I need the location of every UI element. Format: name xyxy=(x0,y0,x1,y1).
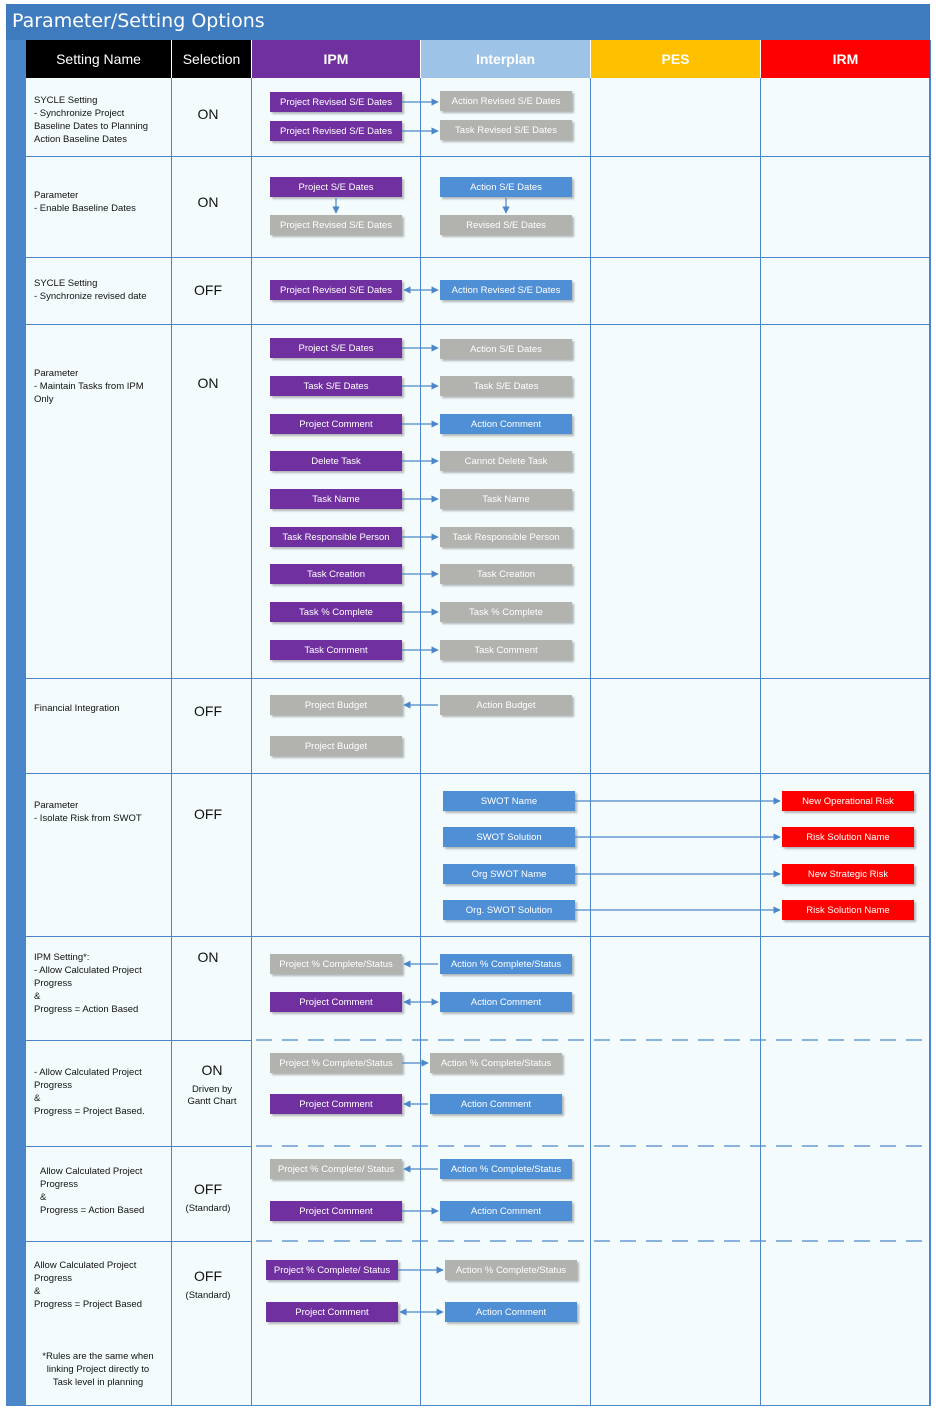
setting-label: Financial Integration xyxy=(34,703,120,714)
flow-box: Action Comment xyxy=(440,1201,572,1221)
flow-box: Task Creation xyxy=(270,564,402,584)
flow-box: Cannot Delete Task xyxy=(440,451,572,471)
setting-label: Parameter - Isolate Risk from SWOT xyxy=(34,800,142,824)
flow-box: Action Comment xyxy=(430,1094,562,1114)
flow-box: Revised S/E Dates xyxy=(440,215,572,235)
flow-box: Action % Complete/Status xyxy=(440,954,572,974)
page-title: Parameter/Setting Options xyxy=(12,10,265,32)
selection-value: ON xyxy=(197,949,219,965)
flow-box: Project Comment xyxy=(270,1201,402,1221)
header-setting-name: Setting Name xyxy=(26,40,171,78)
flow-box: Task Responsible Person xyxy=(270,527,402,547)
setting-label: SYCLE Setting - Synchronize revised date xyxy=(34,278,147,302)
flow-box: Action Revised S/E Dates xyxy=(440,91,572,111)
flow-box: Org. SWOT Solution xyxy=(443,900,575,920)
flow-box: Task Revised S/E Dates xyxy=(440,120,572,140)
flow-box: New Strategic Risk xyxy=(782,864,914,884)
flow-box: Project Comment xyxy=(270,992,402,1012)
selection-value: OFF xyxy=(194,282,222,298)
footnote: *Rules are the same when linking Project directly to Task level in planning xyxy=(42,1351,154,1388)
flow-box: Project Revised S/E Dates xyxy=(270,280,402,300)
flow-box: Project Revised S/E Dates xyxy=(270,121,402,141)
flow-box: Risk Solution Name xyxy=(782,827,914,847)
flow-box: Action Comment xyxy=(440,414,572,434)
flow-box: SWOT Name xyxy=(443,791,575,811)
header-pes: PES xyxy=(591,40,760,78)
selection-value: ON xyxy=(197,106,219,122)
flow-box: Project S/E Dates xyxy=(270,177,402,197)
setting-label: Parameter - Maintain Tasks from IPM Only xyxy=(34,368,144,405)
flow-box: Project Budget xyxy=(270,695,402,715)
selection-value: OFF xyxy=(194,1181,222,1197)
flow-box: Task Creation xyxy=(440,564,572,584)
flow-box: Org SWOT Name xyxy=(443,864,575,884)
selection-note: Driven by Gantt Chart xyxy=(187,1084,237,1107)
header-selection: Selection xyxy=(172,40,251,78)
flow-box: SWOT Solution xyxy=(443,827,575,847)
flow-box: Project Comment xyxy=(266,1302,398,1322)
header-interplan: Interplan xyxy=(421,40,590,78)
flow-box: New Operational Risk xyxy=(782,791,914,811)
header-irm: IRM xyxy=(761,40,930,78)
selection-note: (Standard) xyxy=(185,1203,231,1214)
flow-box: Delete Task xyxy=(270,451,402,471)
flow-box: Task S/E Dates xyxy=(440,376,572,396)
flow-box: Project Revised S/E Dates xyxy=(270,215,402,235)
selection-value: ON xyxy=(197,375,219,391)
flow-box: Project % Complete/Status xyxy=(270,1053,402,1073)
flow-box: Task Comment xyxy=(440,640,572,660)
flow-box: Action S/E Dates xyxy=(440,177,572,197)
flow-box: Task % Complete xyxy=(440,602,572,622)
flow-box: Task Name xyxy=(270,489,402,509)
flow-box: Action Comment xyxy=(445,1302,577,1322)
flow-box: Action % Complete/Status xyxy=(430,1053,562,1073)
setting-label: IPM Setting*: - Allow Calculated Project Progress & Progress = Action Based xyxy=(34,952,142,1015)
flow-box: Action % Complete/Status xyxy=(440,1159,572,1179)
setting-label: Allow Calculated Project Progress & Progress = Project Based xyxy=(34,1260,142,1310)
flow-box: Task Comment xyxy=(270,640,402,660)
flow-box: Project S/E Dates xyxy=(270,338,402,358)
selection-value: OFF xyxy=(194,806,222,822)
flow-box: Project Comment xyxy=(270,414,402,434)
selection-value: ON xyxy=(201,1062,223,1078)
flow-box: Project Comment xyxy=(270,1094,402,1114)
flow-box: Project % Complete/Status xyxy=(270,954,402,974)
flow-box: Project Revised S/E Dates xyxy=(270,92,402,112)
selection-value: ON xyxy=(197,194,219,210)
selection-value: OFF xyxy=(194,703,222,719)
setting-label: Parameter - Enable Baseline Dates xyxy=(34,190,136,214)
flow-box: Task S/E Dates xyxy=(270,376,402,396)
flow-box: Action Budget xyxy=(440,695,572,715)
selection-note: (Standard) xyxy=(185,1290,231,1301)
setting-label: - Allow Calculated Project Progress & Progress = Project Based. xyxy=(34,1067,145,1117)
header-ipm: IPM xyxy=(252,40,420,78)
flow-box: Action % Complete/Status xyxy=(445,1260,577,1280)
selection-value: OFF xyxy=(194,1268,222,1284)
flow-box: Action S/E Dates xyxy=(440,339,572,359)
flow-box: Project % Complete/ Status xyxy=(270,1159,402,1179)
flow-box: Action Revised S/E Dates xyxy=(440,280,572,300)
flow-box: Project % Complete/ Status xyxy=(266,1260,398,1280)
flow-box: Action Comment xyxy=(440,992,572,1012)
setting-label: Allow Calculated Project Progress & Progress = Action Based xyxy=(40,1166,145,1216)
flow-box: Task Responsible Person xyxy=(440,527,572,547)
setting-label: SYCLE Setting - Synchronize Project Baseline Dates to Planning Action Baseline Dates xyxy=(34,95,149,145)
flow-box: Project Budget xyxy=(270,736,402,756)
flow-box: Task Name xyxy=(440,489,572,509)
flow-box: Risk Solution Name xyxy=(782,900,914,920)
flow-box: Task % Complete xyxy=(270,602,402,622)
